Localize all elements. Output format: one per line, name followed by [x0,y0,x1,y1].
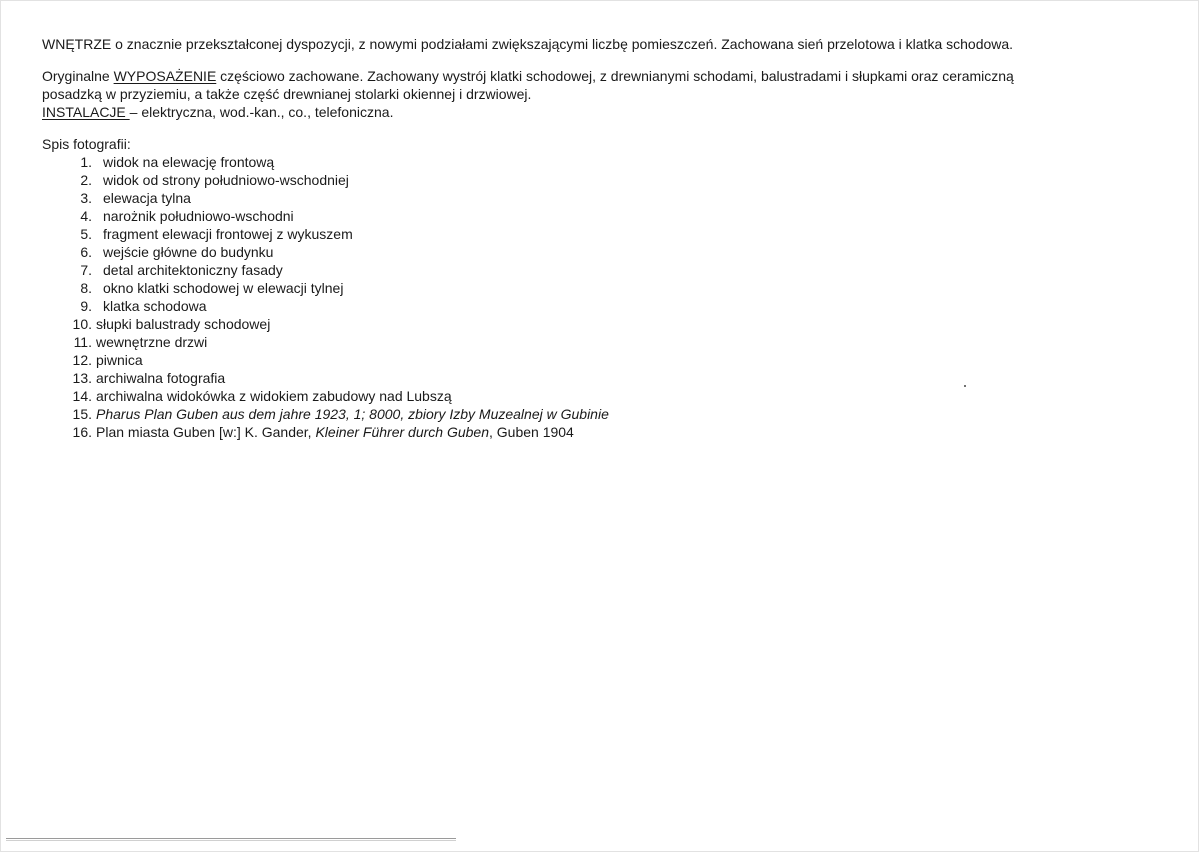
list-item: 4. narożnik południowo-wschodni [80,208,294,224]
list-item: 14. archiwalna widokówka z widokiem zabudowy nad Lubszą [72,388,452,404]
list-item: 3. elewacja tylna [80,190,191,206]
list-item: 8. okno klatki schodowej w elewacji tylnej [80,280,344,296]
list-item: 13. archiwalna fotografia [72,370,226,386]
list-item: 16. Plan miasta Guben [w:] K. Gander, Kleiner Führer durch Guben, Guben 1904 [72,424,574,440]
list-item: 6. wejście główne do budynku [80,244,274,260]
list-item: 7. detal architektoniczny fasady [80,262,283,278]
installations-keyword: INSTALACJE [42,104,130,120]
furnishing-line-2: posadzką w przyziemiu, a także część drewnianej stolarki okiennej i drzwiowej. [42,86,532,102]
scan-edge-line [6,838,456,839]
furnishing-keyword: WYPOSAŻENIE [113,68,217,84]
list-item: 10. słupki balustrady schodowej [72,316,271,332]
list-item: 11. wewnętrzne drzwi [73,334,208,350]
document-content [42,35,1162,441]
list-item: 5. fragment elewacji frontowej z wykuszem [80,226,353,242]
photo-list-heading: Spis fotografii: [42,136,131,152]
list-item: 1. widok na elewację frontową [80,154,275,170]
list-item: 15. Pharus Plan Guben aus dem jahre 1923, 1; 8000, zbiory Izby Muzealnej w Gubinie [72,406,609,422]
list-item: 9. klatka schodowa [80,298,207,314]
installations-line: INSTALACJE – elektryczna, wod.-kan., co., telefoniczna. [42,104,394,120]
list-item: 12. piwnica [72,352,143,368]
photo-list [42,153,1162,441]
scan-edge-line-shadow [6,840,456,841]
list-item: 2. widok od strony południowo-wschodniej [80,172,349,188]
scan-speck [964,385,966,387]
furnishing-line-1: Oryginalne WYPOSAŻENIE częściowo zachowane. Zachowany wystrój klatki schodowej, z drewnianymi schodami, balustradami i słupkami oraz ceramiczną [42,68,1014,84]
interior-paragraph: WNĘTRZE o znacznie przekształconej dyspozycji, z nowymi podziałami zwiększającymi liczbę pomieszczeń. Zachowana sień przelotowa i klatka schodowa. [42,36,1014,52]
